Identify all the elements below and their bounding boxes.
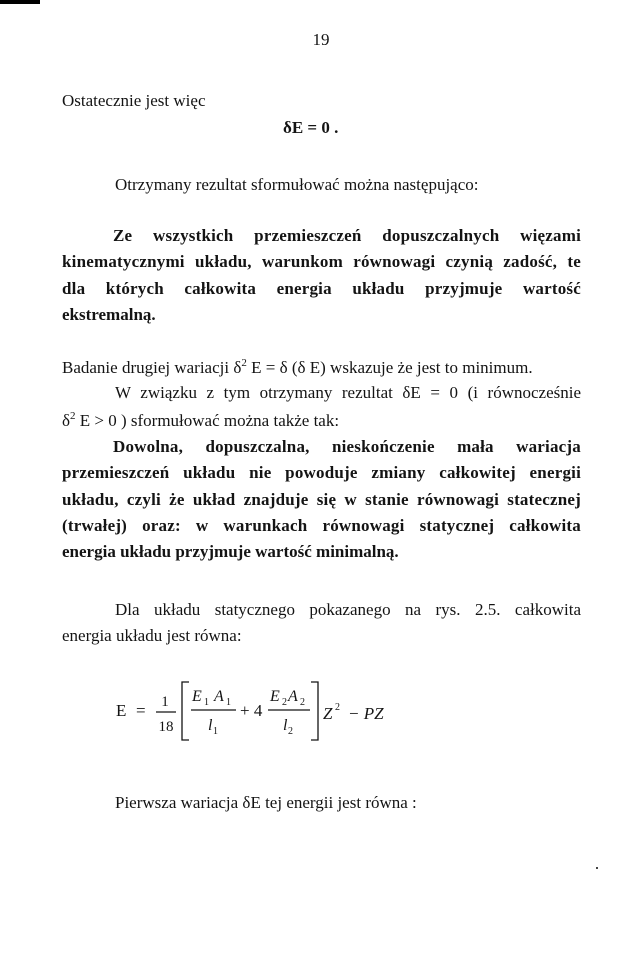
- second-variation-text: Badanie drugiej wariacji $\delta^2$ E = δ (δ E) wskazuje że jest to minimum.: [62, 357, 533, 377]
- formula-l1-sub: 1: [213, 726, 218, 737]
- first-variation-text: Pierwsza wariacja δE tej energii jest równa :: [115, 793, 417, 812]
- formula-a1-sub: 1: [226, 697, 231, 708]
- principle-2-line-3: układu, czyli że układ znajduje się w stanie równowagi statecznej: [62, 490, 581, 509]
- formula-z: Z: [323, 704, 333, 723]
- formula-l1: l: [208, 717, 213, 734]
- principle-2-line-4: (trwałej) oraz: w warunkach równowagi statycznej całkowita: [62, 516, 581, 535]
- formula-e2: E: [270, 688, 280, 705]
- intro-text: Ostatecznie jest więc: [62, 91, 206, 110]
- formula-coef-num: 1: [161, 694, 169, 710]
- page-number: 19: [312, 30, 330, 49]
- static-system-line-2: energia układu jest równa:: [62, 626, 242, 645]
- result-intro: Otrzymany rezultat sformułować można następująco:: [115, 175, 479, 194]
- formula-e1-sub: 1: [204, 697, 209, 708]
- principle-1-line-3: dla których całkowita energia układu przyjmuje wartość: [62, 279, 581, 298]
- formula-a2: A: [288, 688, 298, 705]
- principle-2-line-2: przemieszczeń układu nie powoduje zmiany całkowitej energii: [62, 463, 581, 482]
- formula-a1: A: [214, 688, 224, 705]
- formula-coef-den: 18: [158, 719, 174, 735]
- formula-e2-sub: 2: [282, 697, 287, 708]
- formula-e1: E: [192, 688, 202, 705]
- scan-speck: [596, 867, 598, 869]
- principle-1-line-1: Ze wszystkich przemieszczeń dopuszczalnych więzami: [113, 226, 581, 245]
- formula-equals: =: [136, 701, 146, 720]
- formula-minus-pz: − PZ: [348, 704, 384, 723]
- formula-left-bracket: [182, 682, 189, 740]
- formula-plus-four: + 4: [240, 701, 263, 720]
- formula-z-exp: 2: [335, 702, 340, 713]
- principle-2-line-5: energia układu przyjmuje wartość minimalną.: [62, 542, 399, 561]
- formula-lhs: E: [116, 701, 127, 720]
- principle-1-line-2: kinematycznymi układu, warunkom równowagi czynią zadość, te: [62, 252, 581, 271]
- formula-l2-sub: 2: [288, 726, 293, 737]
- scan-corner-mark: [0, 0, 40, 4]
- consequence-line-2: $\delta^2$ E > 0 ) sformułować można także tak:: [62, 410, 340, 430]
- principle-2-line-1: Dowolna, dopuszczalna, nieskończenie mała wariacja: [113, 437, 581, 456]
- energy-formula: [112, 676, 432, 760]
- static-system-line-1: Dla układu statycznego pokazanego na rys. 2.5. całkowita: [115, 600, 581, 619]
- consequence-line-1: W związku z tym otrzymany rezultat δE = 0 (i równocześnie: [115, 383, 581, 402]
- equation-delta-e-zero: δE = 0 .: [283, 118, 339, 137]
- formula-l2: l: [283, 717, 288, 734]
- formula-a2-sub: 2: [300, 697, 305, 708]
- formula-right-bracket: [311, 682, 318, 740]
- principle-1-line-4: ekstremalną.: [62, 305, 156, 324]
